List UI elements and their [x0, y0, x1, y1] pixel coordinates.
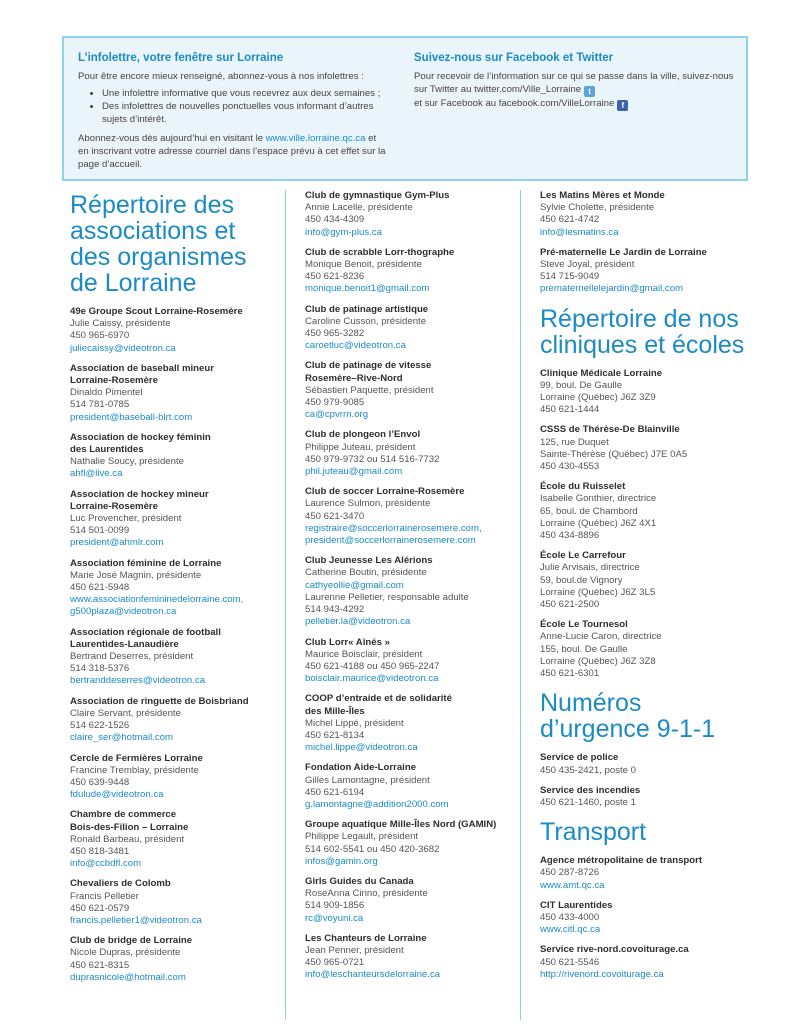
entry-link[interactable]: info@ccbdfl.com [70, 858, 142, 870]
associations-list-2 [305, 190, 505, 982]
entry-detail: 450 621-1460, poste 1 [540, 796, 637, 808]
entry-detail: Sylvie Cholette, présidente [540, 202, 655, 214]
twitter-icon[interactable]: t [584, 86, 595, 97]
entry-name: Club de soccer Lorraine-Rosemère [305, 486, 465, 498]
entry-detail: 450 621-4742 [540, 214, 600, 226]
column-1 [70, 190, 270, 992]
social-title: Suivez-nous sur Facebook et Twitter [414, 52, 614, 64]
entry-detail: 450 621-8236 [305, 271, 365, 283]
column-divider [285, 190, 286, 1020]
entry-detail: 514 943-4292 [305, 604, 365, 616]
entry-detail: Laurence Sulmon, présidente [305, 498, 431, 510]
entry-detail: 514 781-0785 [70, 399, 130, 411]
entry-detail: Francis Pelletier [70, 890, 139, 902]
directory-entry [540, 550, 750, 611]
entry-detail: 65, boul. de Chambord [540, 505, 638, 517]
entry-link[interactable]: claire_ser@hotmail.com [70, 732, 174, 744]
directory-entry [70, 627, 270, 688]
clinics-heading: Répertoire de nos cliniques et écoles [540, 304, 745, 359]
entry-name: Club Lorr« Aînés » [305, 636, 390, 648]
entry-link[interactable]: monique.benoit1@gmail.com [305, 283, 430, 295]
entry-link[interactable]: president@ahmlr.com [70, 537, 164, 549]
directory-entry [305, 762, 505, 811]
associations-heading: Répertoire des associations et des organismes de Lorraine [70, 191, 247, 297]
entry-name: Service rive-nord.covoiturage.ca [540, 944, 689, 956]
entry-detail: 450 621-1444 [540, 404, 600, 416]
entry-name: Association de ringuette de Boisbriand [70, 695, 249, 707]
entry-detail: 450 433-4000 [540, 911, 600, 923]
directory-entry [305, 247, 505, 296]
entry-link[interactable]: www.citl.qc.ca [540, 924, 601, 936]
entry-name: Clinique Médicale Lorraine [540, 367, 663, 379]
associations-list-3 [540, 190, 750, 296]
entry-link[interactable]: phil.juteau@gmail.com [305, 466, 403, 478]
directory-entry [70, 935, 270, 984]
entry-name: Service des incendies [540, 784, 641, 796]
entry-name: Bois-des-Filion – Lorraine [70, 821, 189, 833]
entry-detail: Julie Caissy, présidente [70, 318, 171, 330]
facebook-text: et sur Facebook au facebook.com/VilleLorraine [414, 98, 615, 109]
entry-detail: 450 621-6301 [540, 668, 600, 680]
entry-detail: Philippe Legault, président [305, 831, 419, 843]
entry-detail: Jean Penner, président [305, 944, 404, 956]
entry-link[interactable]: ca@cpvrrn.org [305, 409, 369, 421]
emergency-heading: Numéros d’urgence 9-1-1 [540, 689, 716, 744]
entry-link[interactable]: registraire@soccerlorrainerosemere.com, [305, 522, 482, 534]
newsletter-bullet: • Une infolettre informative que vous recevrez aux deux semaines ; [102, 87, 388, 100]
entry-detail: 450 621-4188 ou 450 965-2247 [305, 660, 440, 672]
entry-detail: 514 501-0099 [70, 525, 130, 537]
entry-detail: 450 621-5546 [540, 956, 600, 968]
entry-link[interactable]: www.associationfemininedelorraine.com, [70, 594, 244, 606]
entry-detail: RoseAnna Cirino, présidente [305, 888, 428, 900]
entry-detail: Michel Lippé, président [305, 717, 404, 729]
entry-detail: Lorraine (Québec) J6Z 3Z8 [540, 655, 656, 667]
entry-detail: Catherine Boutin, présidente [305, 567, 427, 579]
entry-detail: Julie Arvisais, directrice [540, 562, 640, 574]
entry-detail: Nathalie Soucy, présidente [70, 456, 184, 468]
directory-entry [540, 944, 750, 981]
directory-entry [540, 855, 750, 892]
entry-detail: Philippe Juteau, président [305, 441, 416, 453]
directory-entry [540, 900, 750, 937]
entry-link[interactable]: http://rivenord.covoiturage.ca [540, 968, 664, 980]
emergency-list [540, 752, 750, 809]
entry-detail: Laurenne Pelletier, responsable adulte [305, 591, 469, 603]
entry-name: des Laurentides [70, 444, 144, 456]
newsletter-outro: Abonnez-vous dès aujourd’hui en visitant le www.ville.lorraine.qc.ca et en inscrivant votre adresse courriel dans l’espace prévu à cet effet sur la page d’accueil. [78, 133, 386, 170]
entry-detail: Ronald Barbeau, président [70, 833, 185, 845]
entry-name: Association de hockey mineur [70, 488, 209, 500]
entry-name: Service de police [540, 752, 619, 764]
entry-name: Fondation Aide-Lorraine [305, 762, 417, 774]
entry-link[interactable]: info@lesmatins.ca [540, 226, 619, 238]
entry-name: Chambre de commerce [70, 809, 177, 821]
directory-entry [70, 558, 270, 619]
entry-name: Les Matins Mères et Monde [540, 190, 665, 201]
directory-entry [305, 637, 505, 686]
directory-entry [305, 555, 505, 628]
entry-name: CIT Laurentides [540, 899, 613, 911]
entry-detail: Dinaldo Pimentel [70, 387, 143, 399]
entry-detail: Steve Joyal, président [540, 259, 635, 271]
entry-name: Girls Guides du Canada [305, 875, 414, 887]
clinics-list [540, 368, 750, 681]
directory-entry [540, 619, 750, 680]
entry-detail: 450 965-0721 [305, 957, 365, 969]
entry-detail: 450 621-6194 [305, 786, 365, 798]
entry-name: Club de patinage de vitesse [305, 360, 432, 372]
entry-link[interactable]: bertranddeserres@videotron.ca [70, 675, 206, 687]
directory-entry [305, 429, 505, 478]
entry-detail: Francine Tremblay, présidente [70, 764, 199, 776]
entry-link[interactable]: michel.lippe@videotron.ca [305, 742, 418, 754]
entry-detail: 450 965-3282 [305, 328, 365, 340]
entry-link[interactable]: president@soccerlorrainerosemere.com [305, 535, 476, 547]
entry-detail: 450 979-9085 [305, 397, 365, 409]
directory-entry [305, 360, 505, 421]
newsletter-box [62, 36, 748, 181]
facebook-icon[interactable]: f [617, 100, 628, 111]
entry-detail: Anne-Lucie Caron, directrice [540, 631, 662, 643]
entry-name: École Le Carrefour [540, 550, 626, 562]
column-2 [305, 190, 505, 990]
newsletter-section [78, 52, 388, 175]
entry-detail: 514 318-5376 [70, 663, 130, 675]
transport-list [540, 855, 750, 981]
entry-link[interactable]: g500plaza@videotron.ca [70, 606, 177, 618]
entry-link[interactable]: duprasnicole@hotmail.com [70, 971, 186, 983]
directory-entry [305, 819, 505, 868]
entry-link[interactable]: prematernellelejardin@gmail.com [540, 283, 684, 295]
entry-detail: Gilles Lamontagne, président [305, 774, 430, 786]
directory-entry [540, 785, 750, 809]
directory-entry [540, 368, 750, 417]
entry-name: Cercle de Fermières Lorraine [70, 752, 203, 764]
directory-entry [305, 933, 505, 982]
entry-name: Laurentides-Lanaudière [70, 638, 179, 650]
transport-heading: Transport [540, 818, 647, 847]
entry-detail: 450 621-5948 [70, 582, 130, 594]
entry-name: Club de plongeon l’Envol [305, 429, 421, 441]
entry-name: Lorraine-Rosemère [70, 375, 158, 387]
entry-detail: 450 430-4553 [540, 461, 600, 473]
entry-detail: Lorraine (Québec) J6Z 3Z9 [540, 392, 656, 404]
entry-detail: 514 622-1526 [70, 720, 130, 732]
entry-detail: Caroline Cusson, présidente [305, 315, 427, 327]
entry-link[interactable]: fdulude@videotron.ca [70, 789, 164, 801]
entry-link[interactable]: info@gym-plus.ca [305, 226, 382, 238]
entry-detail: 450 434-8896 [540, 530, 600, 542]
entry-name: Lorraine-Rosemère [70, 500, 158, 512]
entry-detail: 450 965-6970 [70, 330, 130, 342]
directory-entry [305, 693, 505, 754]
entry-detail: 450 621-8134 [305, 729, 365, 741]
city-website-link[interactable]: www.ville.lorraine.qc.ca [265, 133, 366, 144]
directory-entry [70, 363, 270, 424]
entry-detail: 155, boul. De Gaulle [540, 643, 628, 655]
entry-detail: Marie José Magnin, présidente [70, 569, 202, 581]
directory-entry [540, 190, 750, 239]
entry-name: Association régionale de football [70, 626, 221, 638]
entry-detail: Monique Benoit, présidente [305, 259, 422, 271]
entry-link[interactable]: caroetluc@videotron.ca [305, 340, 406, 352]
twitter-text: Pour recevoir de l’information sur ce qui se passe dans la ville, suivez-nous sur Twitter au twitter.com/Ville_Lorraine [414, 71, 734, 95]
column-divider [520, 190, 521, 1020]
entry-detail: Isabelle Gonthier, directrice [540, 493, 657, 505]
entry-detail: Bertrand Deserres, président [70, 651, 194, 663]
entry-link[interactable]: pelletier.la@videotron.ca [305, 616, 411, 628]
entry-link[interactable]: www.amt.qc.ca [540, 879, 605, 891]
entry-name: CSSS de Thérèse-De Blainville [540, 424, 680, 436]
entry-link[interactable]: infos@gamin.org [305, 855, 378, 867]
entry-detail: 514 602-5541 ou 450 420-3682 [305, 843, 440, 855]
entry-link[interactable]: ahfl@live.ca [70, 468, 123, 480]
newsletter-bullets [90, 87, 388, 126]
associations-list-1 [70, 306, 270, 984]
directory-entry [70, 696, 270, 745]
directory-entry [305, 304, 505, 353]
entry-detail: 450 621-8315 [70, 959, 130, 971]
entry-detail: Claire Servant, présidente [70, 707, 181, 719]
directory-entry [70, 878, 270, 927]
entry-detail: Lorraine (Québec) J6Z 4X1 [540, 517, 657, 529]
entry-name: Association féminine de Lorraine [70, 557, 222, 569]
entry-detail: 450 287-8726 [540, 867, 600, 879]
entry-detail: 514 909-1856 [305, 900, 365, 912]
directory-entry [305, 876, 505, 925]
entry-detail: Sainte-Thérèse (Québec) J7E 0A5 [540, 448, 688, 460]
entry-name: Association de baseball mineur [70, 362, 214, 374]
directory-entry [540, 752, 750, 776]
column-3 [540, 190, 750, 989]
entry-detail: 450 979-9732 ou 514 516-7732 [305, 453, 440, 465]
directory-entry [70, 306, 270, 355]
entry-name: Rosemère–Rive-Nord [305, 372, 403, 384]
entry-name: des Mille-Îles [305, 705, 365, 717]
entry-detail: 125, rue Duquet [540, 436, 609, 448]
entry-detail: 514 715-9049 [540, 271, 600, 283]
newsletter-intro: Pour être encore mieux renseigné, abonnez-vous à nos infolettres : [78, 71, 364, 82]
entry-detail: 450 434-4309 [305, 214, 365, 226]
entry-link[interactable]: francis.pelletier1@videotron.ca [70, 914, 202, 926]
entry-name: Club de gymnastique Gym-Plus [305, 190, 450, 201]
entry-detail: Maurice Boisclair, président [305, 648, 423, 660]
directory-entry [305, 190, 505, 239]
entry-detail: 450 621-3470 [305, 510, 365, 522]
entry-link[interactable]: juliecaissy@videotron.ca [70, 342, 176, 354]
entry-link[interactable]: cathyeollie@gmail.com [305, 579, 404, 591]
directory-entry [540, 247, 750, 296]
social-section [414, 52, 734, 111]
entry-detail: 450 435-2421, poste 0 [540, 764, 637, 776]
entry-name: 49e Groupe Scout Lorraine-Rosemère [70, 306, 243, 317]
entry-detail: 450 621-2500 [540, 599, 600, 611]
entry-name: Groupe aquatique Mille-Îles Nord (GAMIN) [305, 819, 497, 831]
directory-entry [70, 432, 270, 481]
entry-name: École du Ruisselet [540, 481, 626, 493]
directory-entry [70, 489, 270, 550]
entry-link[interactable]: boisclair.maurice@videotron.ca [305, 673, 439, 685]
directory-entry [540, 481, 750, 542]
entry-detail: 59, boul.de Vignory [540, 574, 623, 586]
entry-name: Club de patinage artistique [305, 303, 429, 315]
entry-detail: 450 639-9448 [70, 776, 130, 788]
entry-link[interactable]: info@leschanteursdelorraine.ca [305, 969, 441, 981]
entry-name: COOP d’entraide et de solidarité [305, 693, 452, 705]
entry-link[interactable]: rc@voyuni.ca [305, 912, 364, 924]
entry-name: Association de hockey féminin [70, 431, 211, 443]
entry-detail: 450 621-0579 [70, 902, 130, 914]
entry-name: Les Chanteurs de Lorraine [305, 932, 427, 944]
entry-detail: Sébastien Paquette, président [305, 384, 434, 396]
entry-detail: 99, boul. De Gaulle [540, 379, 623, 391]
newsletter-title: L’infolettre, votre fenêtre sur Lorraine [78, 52, 284, 64]
entry-name: Pré-maternelle Le Jardin de Lorraine [540, 246, 707, 258]
entry-detail: 450 818-3481 [70, 845, 130, 857]
entry-name: Chevaliers de Colomb [70, 878, 171, 890]
directory-entry [305, 486, 505, 547]
entry-name: Club de bridge de Lorraine [70, 935, 193, 947]
entry-name: Club de scrabble Lorr-thographe [305, 246, 455, 258]
entry-detail: Lorraine (Québec) J6Z 3L5 [540, 586, 656, 598]
entry-name: Club Jeunesse Les Alérions [305, 555, 433, 567]
entry-link[interactable]: g.lamontagne@addition2000.com [305, 798, 449, 810]
entry-detail: Luc Provencher, président [70, 513, 182, 525]
directory-entry [70, 753, 270, 802]
newsletter-bullet: • Des infolettres de nouvelles ponctuelles vous informant d’autres sujets d’intérêt. [102, 100, 388, 126]
directory-entry [70, 809, 270, 870]
entry-name: Agence métropolitaine de transport [540, 855, 703, 867]
entry-detail: Annie Lacelle, présidente [305, 202, 413, 214]
directory-entry [540, 424, 750, 473]
entry-link[interactable]: president@baseball-blrt.com [70, 411, 193, 423]
entry-detail: Nicole Dupras, présidente [70, 947, 181, 959]
entry-name: École Le Tournesol [540, 619, 628, 631]
